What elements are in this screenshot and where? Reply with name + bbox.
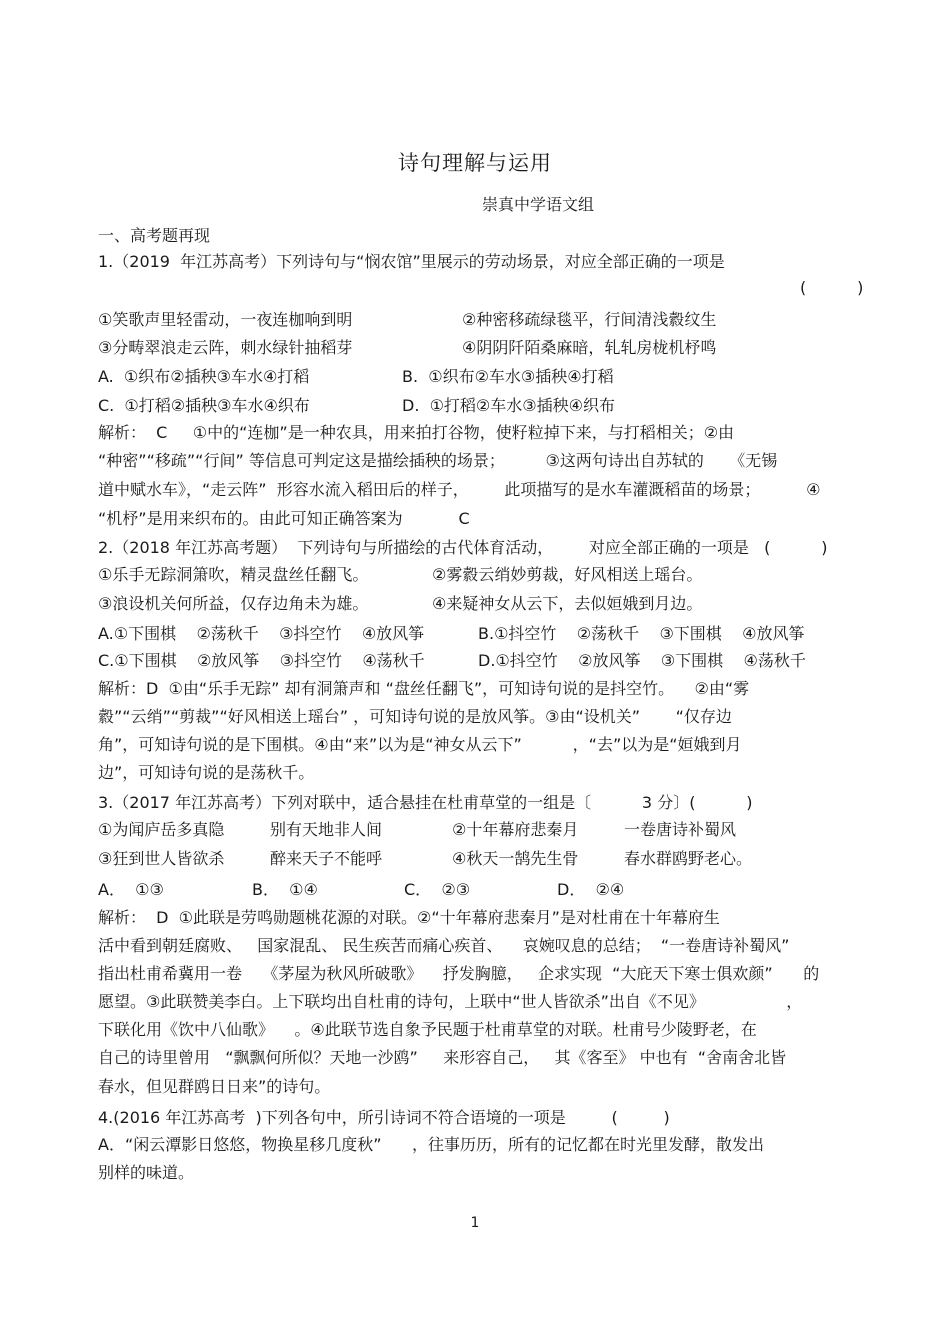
q1-answer-paren: ( ) [800,278,864,297]
page-title: 诗句理解与运用 [398,151,552,175]
q3-analysis-4: 愿望。③此联赞美李白。上下联均出自杜甫的诗句，上联中“世人皆欲杀”出自《不见》 ， [98,992,803,1011]
q3-couplet-3b: 醉来天子不能呼 [270,849,383,868]
q1-analysis-1: 解析： C ①中的“连枷”是一种农具，用来拍打谷物，使籽粒掉下来，与打稻相关；②由 [98,423,735,442]
section-heading: 一、高考题再现 [98,226,211,245]
author-line: 崇真中学语文组 [482,195,595,214]
q3-option-d: D． ②④ [557,880,625,899]
q3-analysis-2: 活中看到朝廷腐败、 国家混乱、 民生疾苦而痛心疾首、 哀婉叹息的总结； “一卷唐诗补蜀风” [98,936,790,955]
q3-option-c: C． ②③ [404,880,471,899]
q1-line-1a: ①笑歌声里轻雷动，一夜连枷响到明 [98,310,353,329]
q2-option-d: D.①抖空竹 ②放风筝 ③下围棋 ④荡秋千 [478,651,806,670]
q3-couplet-4b: 春水群鸥野老心。 [624,849,753,868]
q1-analysis-2: “种密”“移疏”“行间” 等信息可判定这是描绘插秧的场景； ③这两句诗出自苏轼的 《无锡 [98,451,778,470]
q3-analysis-3: 指出杜甫希冀用一卷 《茅屋为秋风所破歌》 抒发胸臆， 企求实现 “大庇天下寒士俱欢颜” 的 [98,964,820,983]
q3-option-b: B． ①④ [252,880,318,899]
q3-analysis-5: 下联化用《饮中八仙歌》 。④此联节选自象予民题于杜甫草堂的对联。杜甫号少陵野老，在 [98,1020,757,1039]
q3-analysis-6: 自己的诗里曾用 “飘飘何所似？天地一沙鸥” 来形容自己， 其《客至》 中也有 “舍南舍北皆 [98,1048,787,1067]
q2-option-a: A.①下围棋 ②荡秋千 ③抖空竹 ④放风筝 [98,624,425,643]
q2-analysis-3: 角”，可知诗句说的是下围棋。④由“来”以为是“神女从云下” ，“去”以为是“姮娥到月 [98,735,742,754]
q3-option-a: A． ①③ [98,880,164,899]
page-number: 1 [470,1215,480,1231]
q2-analysis-4: 边”，可知诗句说的是荡秋千。 [98,763,315,782]
q2-stem: 2.（2018 年江苏高考题） 下列诗句与所描绘的古代体育活动， 对应全部正确的一项是 ( ) [98,538,828,557]
q2-line-1a: ①乐手无踪洞箫吹，精灵盘丝任翻飞。 [98,565,369,584]
q2-analysis-2: 縠”“云绡”“剪裁”“好风相送上瑶台” ，可知诗句说的是放风筝。③由“设机关” “仅存边 [98,707,732,726]
q3-couplet-1a: ①为闻庐岳多真隐 [98,820,225,839]
q4-option-a-line-2: 别样的味道。 [98,1163,195,1182]
q3-analysis-7: 春水，但见群鸥日日来”的诗句。 [98,1077,331,1096]
q3-couplet-4a: ④秋天一鹄先生骨 [452,849,579,868]
q2-line-2b: ④来疑神女从云下，去似姮娥到月边。 [432,594,703,613]
q2-line-2a: ③浪设机关何所益，仅存边角未为雄。 [98,594,369,613]
q1-analysis-4: “机杼”是用来织布的。由此可知正确答案为 C [98,509,470,528]
q3-stem: 3.（2017 年江苏高考）下列对联中，适合悬挂在杜甫草堂的一组是〔 3 分〕( ) [98,793,753,812]
q1-option-d: D. ①打稻②车水③插秧④织布 [402,396,615,415]
q1-option-c: C. ①打稻②插秧③车水④织布 [98,396,310,415]
q3-analysis-1: 解析： D ①此联是劳鸣勋题桃花源的对联。②“十年幕府悲秦月”是对杜甫在十年幕府生 [98,908,720,927]
q1-stem: 1.（2019 年江苏高考）下列诗句与“悯农馆”里展示的劳动场景，对应全部正确的一项是 [98,252,725,271]
q1-line-1b: ②种密移疏绿毯平，行间清浅縠纹生 [462,310,717,329]
q4-stem: 4.(2016 年江苏高考 )下列各句中，所引诗词不符合语境的一项是 ( ) [98,1108,670,1127]
q1-option-b: B. ①织布②车水③插秧④打稻 [402,367,614,386]
q2-line-1b: ②雾縠云绡妙剪裁，好风相送上瑶台。 [432,565,703,584]
q3-couplet-3a: ③狂到世人皆欲杀 [98,849,225,868]
q2-option-c: C.①下围棋 ②放风筝 ③抖空竹 ④荡秋千 [98,651,425,670]
q1-line-2a: ③分畴翠浪走云阵，刺水绿针抽稻芽 [98,338,353,357]
q1-option-a: A. ①织布②插秧③车水④打稻 [98,367,310,386]
q1-analysis-3: 道中赋水车》，“走云阵” 形容水流入稻田后的样子， 此项描写的是水车灌溉稻苗的场景； ④ [98,480,821,499]
q4-option-a-line-1: A．“闲云潭影日悠悠，物换星移几度秋” ，往事历历，所有的记忆都在时光里发酵，散发出 [98,1135,765,1154]
q3-couplet-2b: 一卷唐诗补蜀风 [624,820,737,839]
q2-option-b: B.①抖空竹 ②荡秋千 ③下围棋 ④放风筝 [478,624,805,643]
q2-analysis-1: 解析：D ①由“乐手无踪” 却有洞箫声和 “盘丝任翻飞”，可知诗句说的是抖空竹。 ②由“雾 [98,679,750,698]
q3-couplet-2a: ②十年幕府悲秦月 [452,820,579,839]
q1-line-2b: ④阴阴阡陌桑麻暗，轧轧房栊机杼鸣 [462,338,717,357]
q3-couplet-1b: 别有天地非人间 [270,820,383,839]
